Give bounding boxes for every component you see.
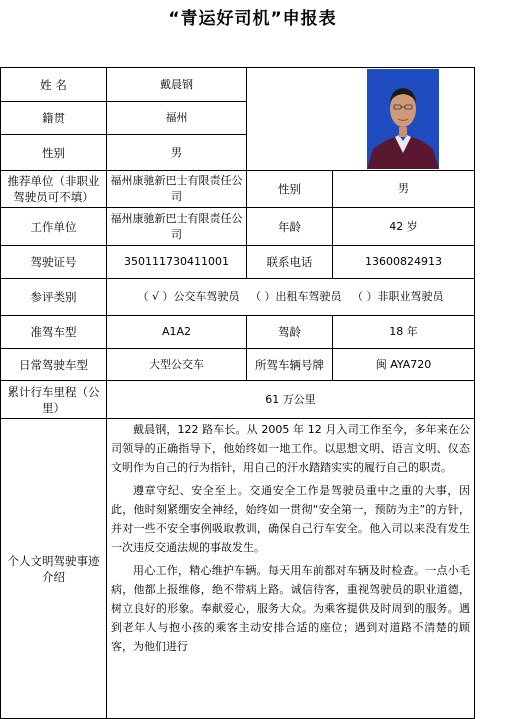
origin-label: 籍贯 [1,102,107,135]
applicant-photo-cell [333,68,475,171]
daily-vehicle-label: 日常驾驶车型 [1,349,107,381]
gender-label-2: 性别 [247,171,333,208]
category-option-nonprofessional: （ ）非职业驾驶员 [352,290,444,303]
gender-value-2: 男 [333,171,475,208]
mileage-label: 累计行车里程（公里） [1,381,107,419]
gender-value: 男 [107,135,247,171]
plate-label: 所驾车辆号牌 [247,349,333,381]
category-options [107,279,475,316]
story-label: 个人文明驾驶事迹介绍 [1,419,107,719]
gender-label: 性别 [1,135,107,171]
category-option-taxi: （ ）出租车驾驶员 [250,290,342,303]
vehicle-type-value: A1A2 [107,316,247,349]
work-unit-label: 工作单位 [1,208,107,246]
license-value: 350111730411001 [107,246,247,279]
name-label: 姓 名 [1,68,107,102]
license-label: 驾驶证号 [1,246,107,279]
plate-value: 闽 AYA720 [333,349,475,381]
mileage-value: 61 万公里 [107,381,475,419]
driving-years-label: 驾龄 [247,316,333,349]
driving-years-value: 18 年 [333,316,475,349]
form-title: “青运好司机”申报表 [168,9,337,29]
name-value: 戴晨钢 [107,68,247,102]
story-paragraph-2: 遵章守纪、安全至上。交通安全工作是驾驶员重中之重的大事，因此，他时刻紧绷安全神经，始终如一贯彻“安全第一，预防为主”的方针，并对一些不安全事例吸取教训，确保自己行车安全。他入司以来没有发生一次违反交通法规的事故发生。 [111,484,470,554]
phone-value: 13600824913 [333,246,475,279]
work-unit-value: 福州康驰新巴士有限责任公司 [107,208,247,246]
age-label: 年龄 [247,208,333,246]
category-label: 参评类别 [1,279,107,316]
recommend-unit-label: 推荐单位（非职业驾驶员可不填） [1,171,107,208]
origin-value: 福州 [107,102,247,135]
phone-label: 联系电话 [247,246,333,279]
age-value: 42 岁 [333,208,475,246]
applicant-photo [367,69,439,169]
application-form-table [0,67,475,719]
recommend-unit-value: 福州康驰新巴士有限责任公司 [107,171,247,208]
category-option-bus: （ √ ）公交车驾驶员 [137,290,240,303]
daily-vehicle-value: 大型公交车 [107,349,247,381]
story-content [107,419,475,719]
vehicle-type-label: 准驾车型 [1,316,107,349]
story-paragraph-3: 用心工作，精心维护车辆。每天用车前都对车辆及时检查。一点小毛病，他都上报维修，绝不带病上路。诚信待客，重视驾驶员的职业道德，树立良好的形象。奉献爱心，服务大众。为乘客提供及时周到的服务。遇到老年人与抱小孩的乘客主动安排合适的座位；遇到对道路不清楚的顾客，为他们进行 [111,564,470,653]
story-paragraph-1: 戴晨钢，122 路车长。从 2005 年 12 月入司工作至今，多年来在公司领导的正确指导下，他始终如一地工作。以思想文明、语言文明、仪态文明作为自己的行为指针，用自己的汗水踏踏实实的履行自己的职责。 [111,423,470,474]
